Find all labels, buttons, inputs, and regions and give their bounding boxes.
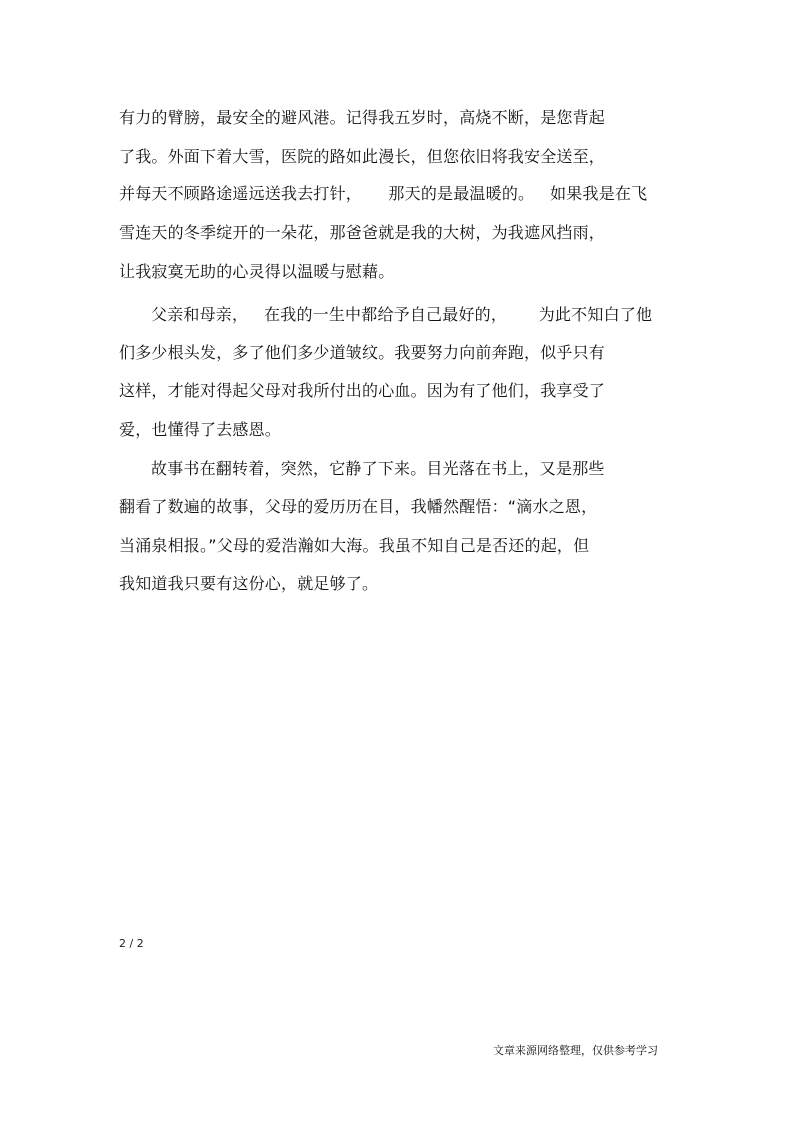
paragraph-1-line-1: 有力的臂膀，最安全的避风港。记得我五岁时，高烧不断，是您背起 (119, 108, 606, 127)
paragraph-3-line-1: 故事书在翻转着，突然，它静了下来。目光落在书上，又是那些 (151, 459, 605, 478)
paragraph-3-line-4: 我知道我只要有这份心，就足够了。 (119, 574, 379, 593)
paragraph-1-line-4: 雪连天的冬季绽开的一朵花，那爸爸就是我的大树，为我遮风挡雨， (119, 223, 606, 242)
paragraph-1-line-2: 了我。外面下着大雪，医院的路如此漫长，但您依旧将我安全送至， (119, 147, 606, 166)
page-number: 2 / 2 (119, 937, 144, 950)
paragraph-3-line-2: 翻看了数遍的故事，父母的爱历历在目，我幡然醒悟：“滴水之恩， (119, 497, 598, 516)
paragraph-2-line-2: 们多少根头发，多了他们多少道皱纹。我要努力向前奔跑，似乎只有 (119, 343, 606, 362)
paragraph-1-line-5: 让我寂寞无助的心灵得以温暖与慰藉。 (119, 262, 395, 281)
paragraph-2-line-4: 爱，也懂得了去感恩。 (119, 420, 282, 439)
paragraph-2-line-1: 父亲和母亲， 在我的一生中都给予自己最好的， 为此不知白了他 (151, 305, 653, 324)
paragraph-1-line-3: 并每天不顾路途遥远送我去打针， 那天的是最温暖的。 如果我是在飞 (119, 184, 648, 203)
paragraph-2-line-3: 这样，才能对得起父母对我所付出的心血。因为有了他们，我享受了 (119, 381, 606, 400)
footer-note: 文章来源网络整理，仅供参考学习 (493, 1044, 658, 1057)
paragraph-3-line-3: 当涌泉相报。”父母的爱浩瀚如大海。我虽不知自己是否还的起，但 (119, 536, 590, 555)
